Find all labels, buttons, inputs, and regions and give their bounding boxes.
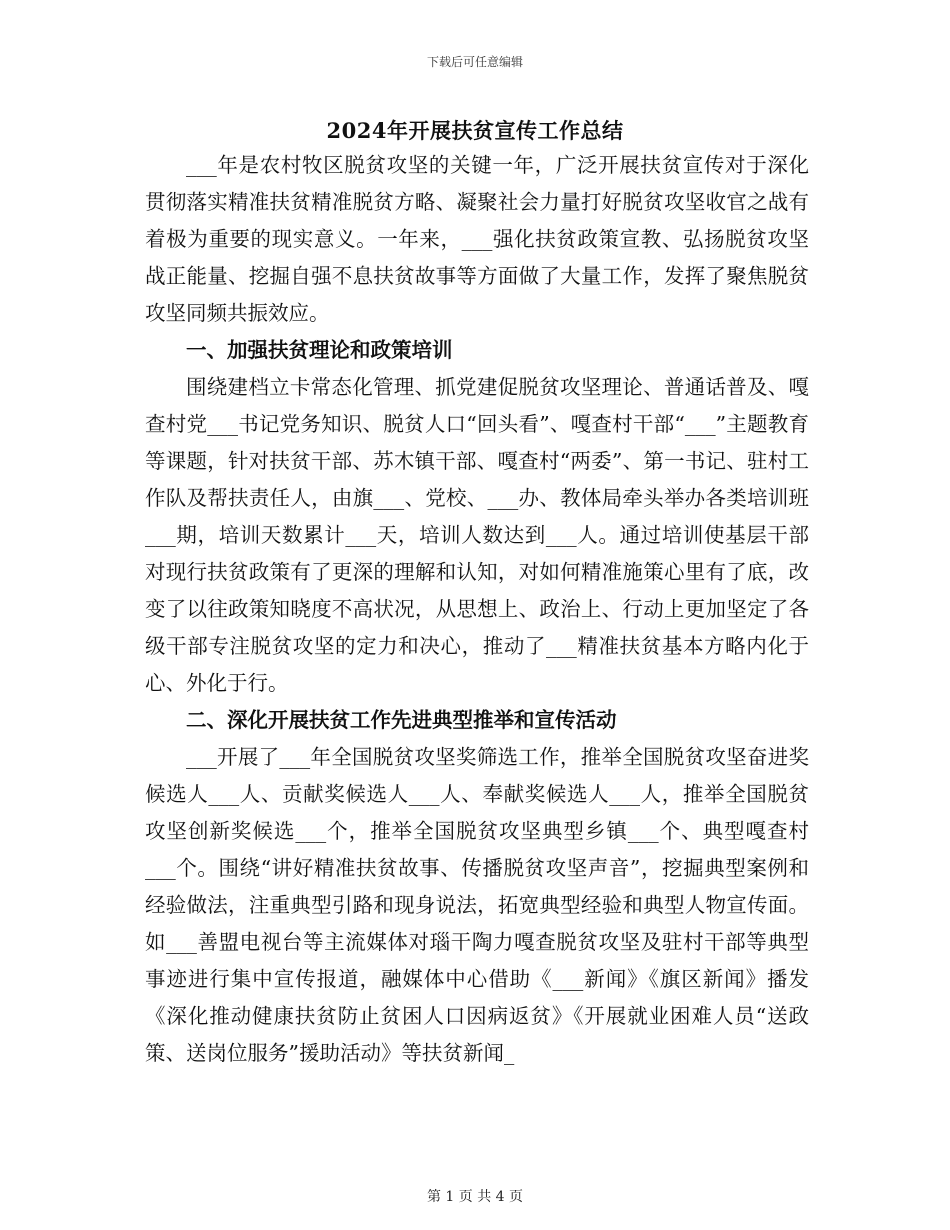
section-1-paragraph: 围绕建档立卡常态化管理、抓党建促脱贫攻坚理论、普通话普及、嘎查村党___书记党务知识、脱贫人口“回头看”、嘎查村干部“___”主题教育等课题，针对扶贫干部、苏木镇干部、嘎查村“两委”、第一书记、驻村工作队及帮扶责任人，由旗___、党校、___办、教体局牵头举办各类培训班___期，培训天数累计___天，培训人数达到___人。通过培训使基层干部对现行扶贫政策有了更深的理解和认知，对如何精准施策心里有了底，改变了以往政策知晓度不高状况，从思想上、政治上、行动上更加坚定了各级干部专注脱贫攻坚的定力和决心，推动了___精准扶贫基本方略内化于心、外化于行。 — [145, 375, 809, 695]
page-footer: 第 1 页 共 4 页 — [426, 1189, 524, 1205]
document-body — [145, 147, 809, 1072]
document-title: 2024年开展扶贫宣传工作总结 — [326, 118, 624, 143]
intro-paragraph: ___年是农村牧区脱贫攻坚的关键一年，广泛开展扶贫宣传对于深化贯彻落实精准扶贫精准脱贫方略、凝聚社会力量打好脱贫攻坚收官之战有着极为重要的现实意义。一年来，___强化扶贫政策宣教、弘扬脱贫攻坚战正能量、挖掘自强不息扶贫故事等方面做了大量工作，发挥了聚焦脱贫攻坚同频共振效应。 — [145, 153, 809, 325]
section-2-heading: 二、深化开展扶贫工作先进典型推举和宣传活动 — [186, 708, 617, 732]
section-2-paragraph: ___开展了___年全国脱贫攻坚奖筛选工作，推举全国脱贫攻坚奋进奖候选人___人、贡献奖候选人___人、奉献奖候选人___人，推举全国脱贫攻坚创新奖候选___个，推举全国脱贫攻坚典型乡镇___个、典型嘎查村___个。围绕“讲好精准扶贫故事、传播脱贫攻坚声音”，挖掘典型案例和经验做法，注重典型引路和现身说法，拓宽典型经验和典型人物宣传面。如___善盟电视台等主流媒体对瑙干陶力嘎查脱贫攻坚及驻村干部等典型事迹进行集中宣传报道，融媒体中心借助《___新闻》《旗区新闻》播发《深化推动健康扶贫防止贫困人口因病返贫》《开展就业困难人员“送政策、送岗位服务”援助活动》等扶贫新闻_ — [145, 745, 809, 1065]
page-header-note: 下载后可任意编辑 — [426, 55, 523, 69]
section-1-heading: 一、加强扶贫理论和政策培训 — [186, 338, 453, 362]
